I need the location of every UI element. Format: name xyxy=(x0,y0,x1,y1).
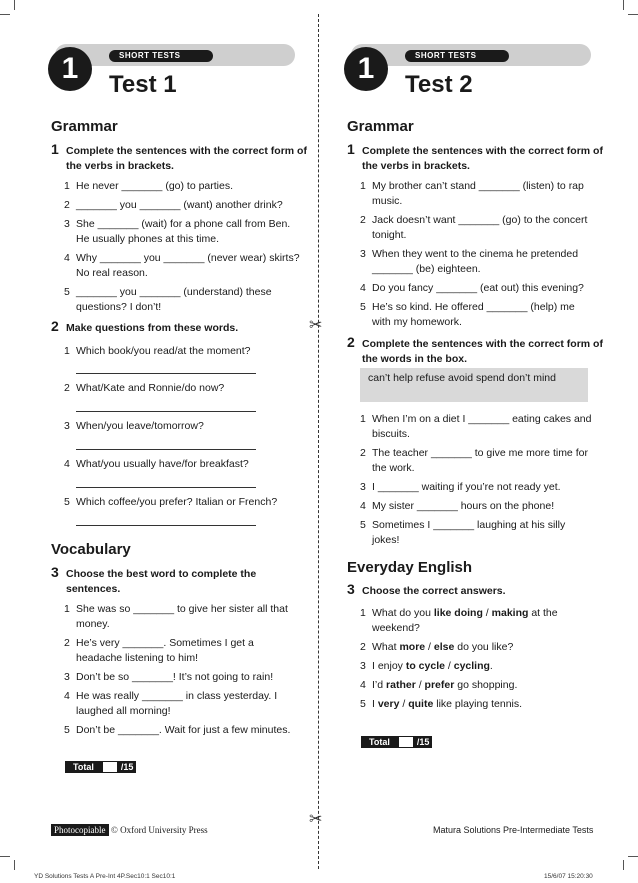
score-field[interactable] xyxy=(102,761,118,773)
question-number: 3 xyxy=(347,581,355,597)
list-item: 2 What/Kate and Ronnie/do now? xyxy=(64,382,225,394)
print-slug-file: YD Solutions Tests A Pre-Int 4P.Sec10:1 Sec10:1 xyxy=(34,873,176,880)
list-item: 4 He was really _______ in class yesterday. I laughed all morning! xyxy=(64,690,278,717)
crop-mark xyxy=(14,860,15,870)
list-item: 1 He never _______ (go) to parties. xyxy=(64,180,234,192)
list-item: 3 I _______ waiting if you’re not ready yet. xyxy=(360,481,561,493)
unit-number-badge: 1 xyxy=(48,47,92,91)
scissors-icon: ✂ xyxy=(309,317,323,334)
crop-mark xyxy=(0,14,10,15)
total-max: /15 xyxy=(414,736,433,748)
section-title-vocabulary: Vocabulary xyxy=(51,541,131,558)
short-tests-label: SHORT TESTS xyxy=(405,50,509,62)
answer-option[interactable]: making xyxy=(491,607,529,619)
answer-line[interactable] xyxy=(76,449,256,450)
list-item: 4 What/you usually have/for breakfast? xyxy=(64,458,249,470)
answer-option[interactable]: to cycle xyxy=(405,660,445,672)
instruction-text: Choose the best word to complete the sentences. xyxy=(66,568,257,595)
crop-mark xyxy=(628,14,638,15)
answer-option[interactable]: very xyxy=(377,698,400,710)
crop-mark xyxy=(628,856,638,857)
question-2-instruction xyxy=(347,334,609,367)
list-item: 5 Sometimes I _______ laughing at his silly jokes! xyxy=(360,519,566,546)
answer-line[interactable] xyxy=(76,411,256,412)
list-item: 5 Which coffee/you prefer? Italian or French? xyxy=(64,496,278,508)
word-box: can’t help refuse avoid spend don’t mind xyxy=(360,368,588,402)
list-item: 2 He’s very _______. Sometimes I get a headache listening to him! xyxy=(64,637,254,664)
list-item: 4 I’d rather / prefer go shopping. xyxy=(360,679,518,691)
list-item: 1 When I’m on a diet I _______ eating cakes and biscuits. xyxy=(360,413,592,440)
list-item: 1 What do you like doing / making at the weekend? xyxy=(360,607,558,634)
photocopiable-notice xyxy=(51,825,208,835)
question-number: 2 xyxy=(347,334,355,350)
scissors-icon: ✂ xyxy=(309,811,323,828)
test-title: Test 1 xyxy=(109,71,177,98)
print-slug-date: 15/6/07 15:20:30 xyxy=(544,873,593,880)
list-item: 2 The teacher _______ to give me more time for the work. xyxy=(360,447,588,474)
list-item: 5 _______ you _______ (understand) these questions? I don’t! xyxy=(64,286,272,313)
section-title-everyday-english: Everyday English xyxy=(347,559,473,576)
instruction-text: Choose the correct answers. xyxy=(362,585,506,597)
answer-option[interactable]: rather xyxy=(386,679,416,691)
list-item: 5 He’s so kind. He offered _______ (help) me with my homework. xyxy=(360,301,575,328)
list-item: 1 Which book/you read/at the moment? xyxy=(64,345,251,357)
answer-line[interactable] xyxy=(76,525,256,526)
question-number: 1 xyxy=(51,141,59,157)
copyright-text: © Oxford University Press xyxy=(111,825,208,835)
list-item: 5 I very / quite like playing tennis. xyxy=(360,698,523,710)
total-score-box xyxy=(65,761,136,773)
unit-number-badge: 1 xyxy=(344,47,388,91)
question-number: 1 xyxy=(347,141,355,157)
question-3-instruction xyxy=(347,581,609,599)
instruction-text: Make questions from these words. xyxy=(66,322,239,334)
question-number: 3 xyxy=(51,564,59,580)
answer-line[interactable] xyxy=(76,487,256,488)
list-item: 3 She _______ (wait) for a phone call from Ben. He usually phones at this time. xyxy=(64,218,291,245)
short-tests-label: SHORT TESTS xyxy=(109,50,213,62)
test-title: Test 2 xyxy=(405,71,473,98)
question-3-instruction xyxy=(51,564,291,597)
score-field[interactable] xyxy=(398,736,414,748)
crop-mark xyxy=(0,856,10,857)
list-item: 4 Do you fancy _______ (eat out) this evening? xyxy=(360,282,584,294)
answer-option[interactable]: quite xyxy=(408,698,434,710)
list-item: 3 Don’t be so _______! It’s not going to rain! xyxy=(64,671,274,683)
answer-option[interactable]: more xyxy=(399,641,426,653)
answer-option[interactable]: else xyxy=(433,641,455,653)
list-item: 2 What more / else do you like? xyxy=(360,641,514,653)
answer-line[interactable] xyxy=(76,373,256,374)
instruction-text: Complete the sentences with the correct form of the words in the box. xyxy=(362,338,603,365)
list-item: 5 Don’t be _______. Wait for just a few minutes. xyxy=(64,724,291,736)
instruction-text: Complete the sentences with the correct form of the verbs in brackets. xyxy=(66,145,307,172)
book-title: Matura Solutions Pre-Intermediate Tests xyxy=(433,825,594,835)
total-score-box xyxy=(361,736,432,748)
total-label: Total xyxy=(65,761,102,773)
list-item: 1 She was so _______ to give her sister all that money. xyxy=(64,603,288,630)
list-item: 2 _______ you _______ (want) another drink? xyxy=(64,199,283,211)
instruction-text: Complete the sentences with the correct form of the verbs in brackets. xyxy=(362,145,603,172)
crop-mark xyxy=(623,860,624,870)
crop-mark xyxy=(14,0,15,10)
list-item: 1 My brother can’t stand _______ (listen) to rap music. xyxy=(360,180,584,207)
answer-option[interactable]: prefer xyxy=(424,679,455,691)
list-item: 2 Jack doesn’t want _______ (go) to the concert tonight. xyxy=(360,214,588,241)
section-title-grammar: Grammar xyxy=(347,118,414,135)
question-1-instruction xyxy=(347,141,609,174)
crop-mark xyxy=(623,0,624,10)
total-max: /15 xyxy=(118,761,137,773)
list-item: 4 My sister _______ hours on the phone! xyxy=(360,500,555,512)
list-item: 3 When/you leave/tomorrow? xyxy=(64,420,204,432)
photocopiable-label: Photocopiable xyxy=(51,824,109,836)
list-item: 4 Why _______ you _______ (never wear) skirts? No real reason. xyxy=(64,252,300,279)
question-1-instruction xyxy=(51,141,313,174)
answer-option[interactable]: cycling xyxy=(453,660,490,672)
question-2-instruction xyxy=(51,318,313,336)
list-item: 3 I enjoy to cycle / cycling. xyxy=(360,660,493,672)
answer-option[interactable]: like doing xyxy=(433,607,483,619)
total-label: Total xyxy=(361,736,398,748)
list-item: 3 When they went to the cinema he pretended _______ (be) eighteen. xyxy=(360,248,579,275)
section-title-grammar: Grammar xyxy=(51,118,118,135)
question-number: 2 xyxy=(51,318,59,334)
cut-line xyxy=(318,14,319,869)
